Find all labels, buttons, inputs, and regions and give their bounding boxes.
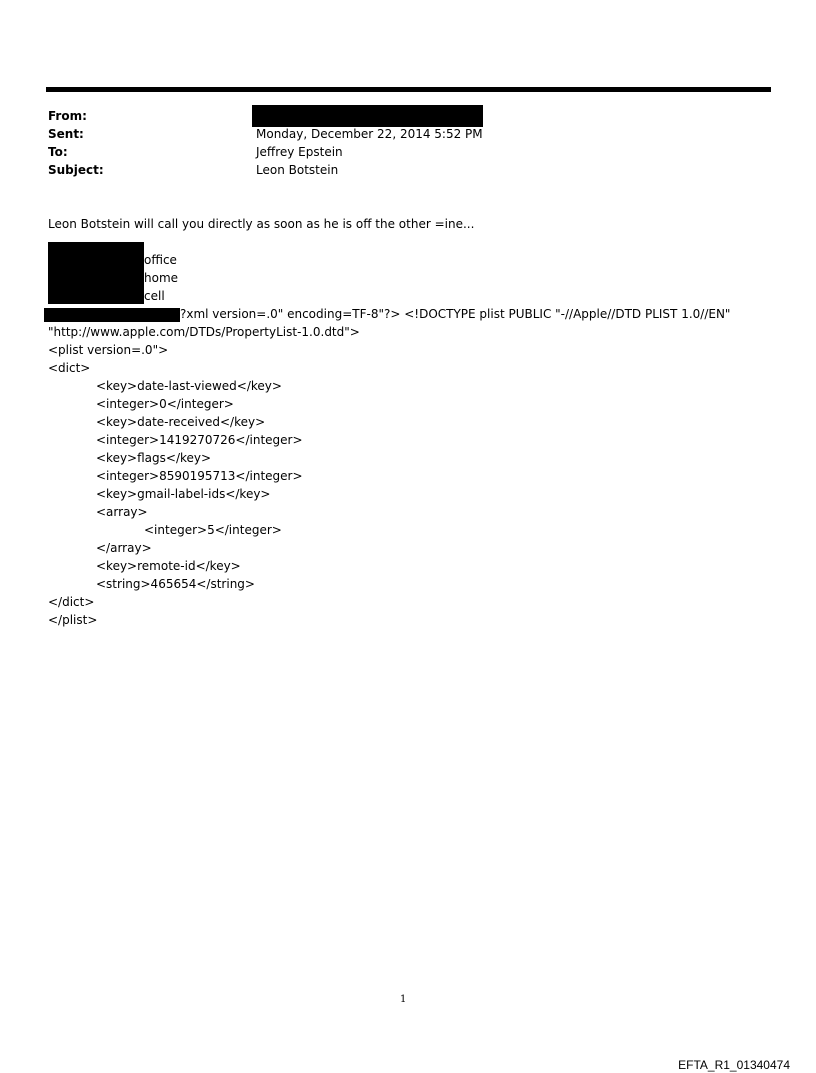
- subject-value: Leon Botstein: [256, 163, 339, 177]
- xml-line: <plist version=.0">: [48, 343, 169, 357]
- xml-line: ?xml version=.0" encoding=TF-8"?> <!DOCTYPE plist PUBLIC "-//Apple//DTD PLIST 1.0//EN": [180, 307, 731, 321]
- to-value: Jeffrey Epstein: [256, 145, 343, 159]
- contact-office: office: [144, 253, 177, 267]
- to-label: To:: [48, 145, 68, 159]
- xml-line: <key>flags</key>: [96, 451, 212, 465]
- sent-value: Monday, December 22, 2014 5:52 PM: [256, 127, 483, 141]
- xml-line: <integer>1419270726</integer>: [96, 433, 303, 447]
- xml-line: "http://www.apple.com/DTDs/PropertyList-1.0.dtd">: [48, 325, 360, 339]
- xml-line: <integer>8590195713</integer>: [96, 469, 303, 483]
- phone-redaction: [48, 242, 144, 304]
- xml-line: <key>date-received</key>: [96, 415, 266, 429]
- document-id: EFTA_R1_01340474: [678, 1058, 790, 1072]
- xml-line: <key>gmail-label-ids</key>: [96, 487, 271, 501]
- sent-label: Sent:: [48, 127, 84, 141]
- xml-line: </dict>: [48, 595, 95, 609]
- body-intro: Leon Botstein will call you directly as soon as he is off the other =ine...: [48, 217, 475, 231]
- xml-line: <array>: [96, 505, 148, 519]
- xml-line: <dict>: [48, 361, 91, 375]
- xml-line: </plist>: [48, 613, 98, 627]
- xml-line: </array>: [96, 541, 152, 555]
- from-redaction: [252, 105, 483, 127]
- header-rule: [46, 87, 771, 92]
- xml-line: <key>remote-id</key>: [96, 559, 241, 573]
- page-number: 1: [400, 994, 407, 1005]
- xml-line: <integer>0</integer>: [96, 397, 234, 411]
- from-label: From:: [48, 109, 87, 123]
- contact-cell: cell: [144, 289, 165, 303]
- xml-prefix-redaction: [44, 308, 180, 322]
- xml-line: <key>date-last-viewed</key>: [96, 379, 282, 393]
- subject-label: Subject:: [48, 163, 104, 177]
- xml-line: <string>465654</string>: [96, 577, 255, 591]
- xml-line: <integer>5</integer>: [144, 523, 282, 537]
- contact-home: home: [144, 271, 179, 285]
